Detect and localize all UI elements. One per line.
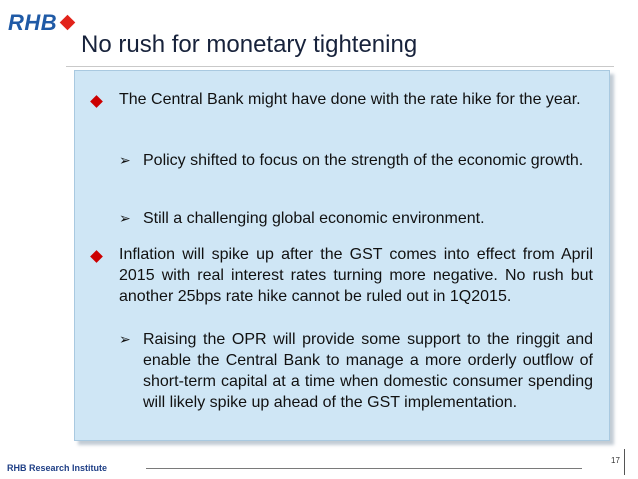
arrow-bullet-icon: ➢ [119,152,131,168]
sub-bullet-item [143,208,593,229]
footer-source: RHB Research Institute [7,463,108,473]
rhb-logo [8,12,73,34]
diamond-bullet-icon [90,95,103,108]
footer-divider [146,468,582,469]
slide-title: No rush for monetary tightening [81,31,418,58]
logo-diamond-icon [60,15,76,31]
arrow-bullet-icon: ➢ [119,331,131,347]
sub-bullet-item [143,329,593,413]
bullet-text: Still a challenging global economic environment. [143,210,485,227]
bullet-item [119,244,593,307]
logo-text: RHB [8,10,58,35]
bullet-text: Inflation will spike up after the GST comes into effect from April 2015 with real interest rates turning more negative. No rush but another 25bps rate hike cannot be ruled out in 1Q2015. [119,246,593,305]
bullet-text: Policy shifted to focus on the strength of the economic growth. [143,152,584,169]
arrow-bullet-icon: ➢ [119,210,131,226]
title-divider [66,66,614,67]
bullet-text: The Central Bank might have done with the rate hike for the year. [119,91,581,108]
bullet-text: Raising the OPR will provide some support to the ringgit and enable the Central Bank to manage a more orderly outflow of short-term capital at a time when domestic consumer spending will likely spike up ahead of the GST implementation. [143,331,593,411]
page-number: 17 [611,456,620,465]
bullet-item [119,89,593,110]
content-panel [74,70,610,441]
sub-bullet-item [143,150,593,171]
diamond-bullet-icon [90,250,103,263]
page-number-divider [624,449,625,475]
